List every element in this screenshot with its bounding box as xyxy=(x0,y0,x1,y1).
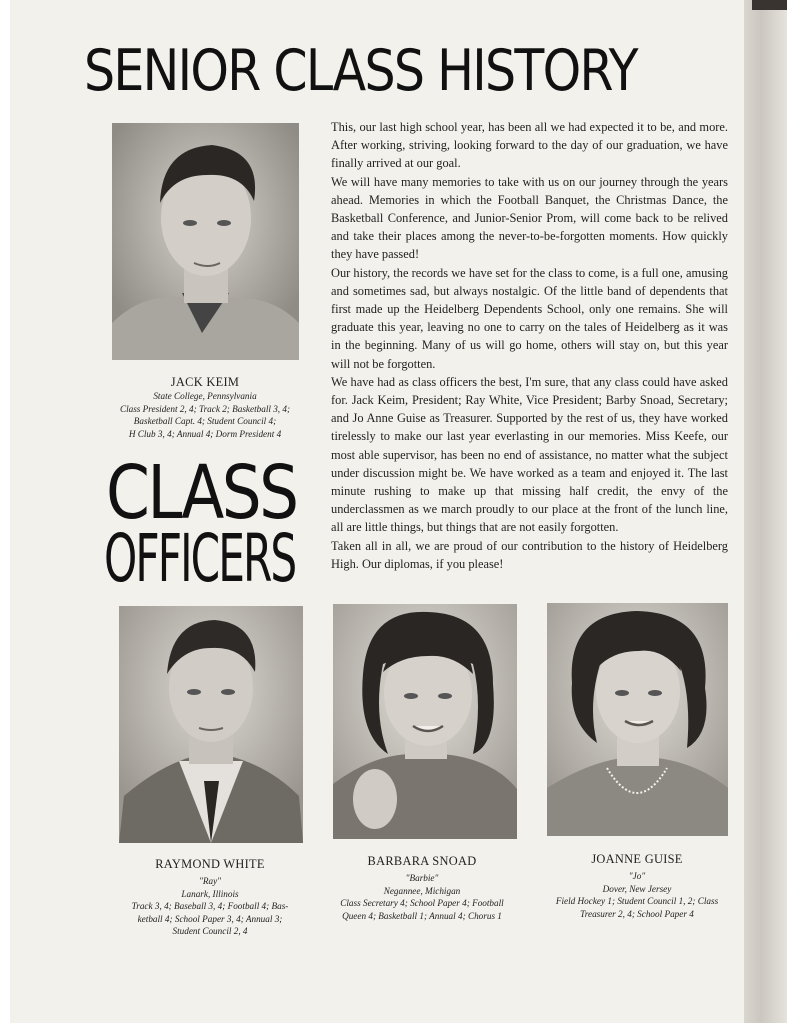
portrait-joanne-guise xyxy=(547,603,728,836)
caption-jack-keim xyxy=(104,374,306,440)
officer-activities-line: Basketball Capt. 4; Student Council 4; xyxy=(133,416,277,427)
history-paragraph: We have had as class officers the best, I'm sure, that any class could have asked for. Jack Keim, President; Ray White, Vice President; Barby Snoad, Secretary; and Jo Anne Guise as Treasurer. Supported by the rest of us, they have worked tirelessly to make our last year everlasting in our memories. Miss Keefe, our most able supervisor, has been no end of assistance, no matter what the subject under discussion might be. We have worked as a team and enjoyed it. The last minute rushing to make up that missing half credit, the envy of the underclassmen as we march proudly to our place at the front of the lunch line, all are little things, but things that are not easily forgotten. xyxy=(331,374,728,535)
page-edge-corner xyxy=(752,0,787,10)
page-edge-shadow xyxy=(744,0,787,1023)
history-paragraph: Our history, the records we have set for the class to come, is a full one, amusing and sometimes sad, but always nostalgic. Of the little band of dependents that first made up the Heidelberg Dependents School, only one remains. She will graduate this year, leaving no one to carry on the tales of Heidelberg as it was in the beginning. Many of us will go home, others will stay on, but this year will not be forgotten. xyxy=(331,265,728,371)
officer-nickname: "Ray" xyxy=(199,876,221,886)
class-officers-heading-line1: CLASS xyxy=(106,450,297,536)
portrait-barbara-snoad xyxy=(333,604,517,839)
officer-nickname: "Jo" xyxy=(628,871,646,881)
officer-hometown: Dover, New Jersey xyxy=(602,883,672,894)
portrait-raymond-white xyxy=(119,606,303,843)
officer-name: RAYMOND WHITE xyxy=(155,857,265,871)
officer-activities-line: Class Secretary 4; School Paper 4; Football xyxy=(340,898,504,909)
history-text xyxy=(331,118,728,573)
officer-activities-line: Class President 2, 4; Track 2; Basketball 3, 4; xyxy=(119,403,291,414)
caption-joanne-guise xyxy=(537,851,737,920)
officer-activities-line: H Club 3, 4; Annual 4; Dorm President 4 xyxy=(128,428,282,439)
history-paragraph: This, our last high school year, has been all we had expected it to be, and more. After working, striving, looking forward to the day of our graduation, we have finally arrived at our goal. xyxy=(331,120,728,171)
officer-activities-line: Student Council 2, 4 xyxy=(172,926,248,937)
officer-activities-line: Track 3, 4; Baseball 3, 4; Football 4; Bas- xyxy=(131,901,289,912)
officer-activities-line: Treasurer 2, 4; School Paper 4 xyxy=(580,908,694,919)
officer-activities-line: Field Hockey 1; Student Council 1, 2; Class xyxy=(555,896,719,907)
page-title: SENIOR CLASS HISTORY xyxy=(84,38,637,104)
caption-raymond-white xyxy=(110,856,310,938)
officer-hometown: Lanark, Illinois xyxy=(181,888,239,899)
officer-nickname: "Barbie" xyxy=(405,873,439,883)
officer-hometown: State College, Pennsylvania xyxy=(153,391,257,401)
officer-hometown: Negannee, Michigan xyxy=(383,885,461,896)
history-paragraph: We will have many memories to take with us on our journey through the years ahead. Memories in which the Football Banquet, the Christmas Dance, the Basketball Conference, and Junior-Senior Prom, will come back to be relived and take their places among the never-to-be-forgotten moments. How quickly they have passed! xyxy=(331,174,728,262)
officer-name: JOANNE GUISE xyxy=(591,852,683,866)
officer-activities-line: ketball 4; School Paper 3, 4; Annual 3; xyxy=(137,913,283,924)
caption-barbara-snoad xyxy=(322,853,522,922)
history-paragraph: Taken all in all, we are proud of our contribution to the history of Heidelberg High. Our diplomas, if you please! xyxy=(331,538,728,571)
officer-activities-line: Queen 4; Basketball 1; Annual 4; Chorus 1 xyxy=(342,910,502,921)
officer-name: BARBARA SNOAD xyxy=(367,854,477,868)
class-officers-heading-line2: OFFICERS xyxy=(104,520,296,597)
portrait-jack-keim xyxy=(112,123,299,360)
officer-name: JACK KEIM xyxy=(170,375,240,389)
